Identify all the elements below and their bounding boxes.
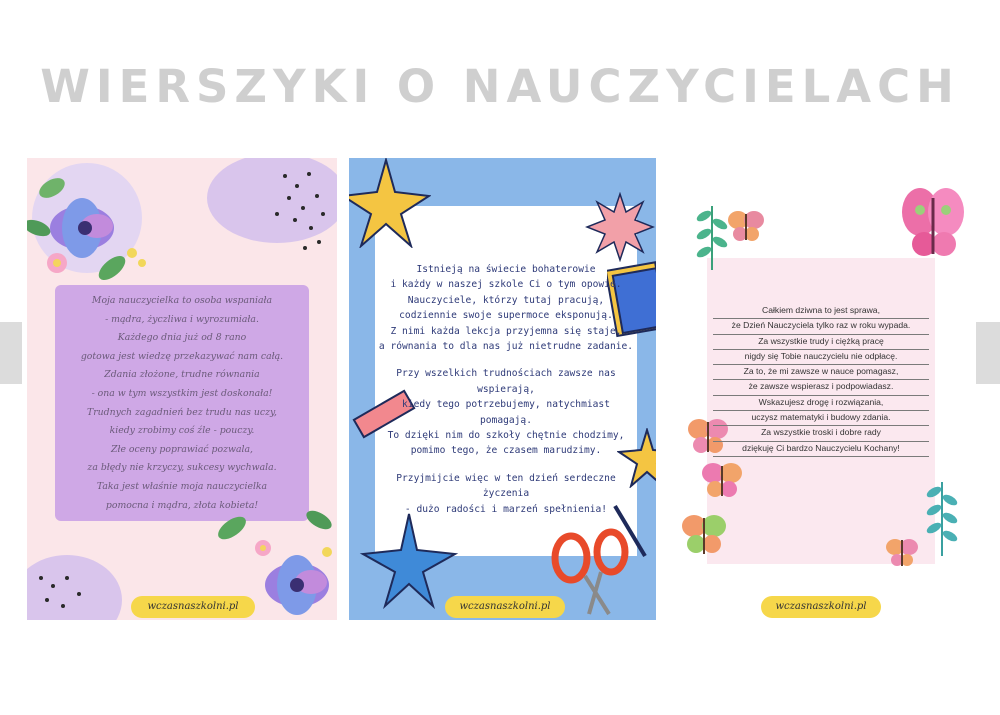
butterfly-icon: [726, 206, 766, 246]
butterfly-icon-right: [884, 534, 920, 570]
background-band-left: [0, 322, 22, 384]
sun-burst-icon: [585, 192, 655, 262]
poem-line: Całkiem dziwna to jest sprawa,: [713, 304, 929, 319]
poem-line: kiedy zrobimy coś źle - pouczy.: [109, 425, 255, 437]
poem-line: kiedy tego potrzebujemy, natychmiast: [402, 399, 610, 411]
poem-line: Przy wszelkich trudnościach zawsze nas: [396, 368, 616, 380]
poem-line: wspierają,: [477, 383, 535, 395]
poem-text: [707, 304, 935, 457]
fern-leaf-icon-right: [922, 478, 962, 558]
butterfly-icon-middle: [700, 458, 744, 502]
poem-line: Taka jest właśnie moja nauczycielka: [96, 480, 268, 492]
poem-line: nigdy się Tobie nauczycielu nie odpłacę.: [713, 350, 929, 365]
poem-line: [375, 354, 637, 366]
poem-line: Wskazujesz drogę i rozwiązania,: [713, 396, 929, 411]
flower-decoration-top: [27, 158, 337, 298]
poem-line: że Dzień Nauczyciela tylko raz w roku wypada.: [713, 319, 929, 334]
poem-line: dziękuję Ci bardzo Nauczycielu Kochany!: [713, 442, 929, 457]
poem-line: To dzięki nim do szkoły chętnie chodzimy,: [387, 430, 625, 442]
poem-card-1[interactable]: [27, 158, 337, 620]
site-badge[interactable]: wczasnaszkolni.pl: [761, 596, 881, 618]
poem-line: a równania to dla nas już nietrudne zadanie.: [378, 341, 634, 353]
poem-line: - mądra, życzliwa i wyrozumiała.: [105, 313, 259, 325]
poem-line: codziennie swoje supermoce eksponują.: [399, 310, 613, 322]
poem-line: Istnieją na świecie bohaterowie: [416, 264, 596, 275]
poem-line: że zawsze wspierasz i podpowiadasz.: [713, 380, 929, 395]
poem-line: Zdania złożone, trudne równania: [104, 369, 260, 381]
poem-line: Za wszystkie trudy i ciężką pracę: [713, 335, 929, 350]
poem-line: pomagają.: [480, 414, 532, 426]
poem-line: [375, 459, 637, 471]
poem-card-3[interactable]: [672, 158, 972, 620]
poem-line: Złe oceny poprawiać pozwala,: [111, 443, 253, 455]
poem-line: i każdy w naszej szkole Ci o tym opowie.: [390, 279, 622, 291]
background-band-right: [976, 322, 1000, 384]
poem-line: Za to, że mi zawsze w nauce pomagasz,: [713, 365, 929, 380]
poem-line: pomocna i mądra, złota kobieta!: [105, 499, 259, 511]
poem-text: [55, 292, 309, 515]
poem-line: Nauczyciele, którzy tutaj pracują,: [407, 294, 605, 306]
poem-line: Każdego dnia już od 8 rano: [117, 332, 247, 344]
poem-line: gotowa jest wiedzę przekazywać nam całą.: [80, 350, 284, 362]
poem-line: - ona w tym wszystkim jest doskonała!: [91, 387, 273, 399]
butterfly-icon-lower: [680, 510, 728, 560]
poem-line: Z nimi każda lekcja przyjemna się staje,: [390, 325, 622, 337]
poem-line: Moja nauczycielka to osoba wspaniała: [91, 295, 273, 306]
poem-line: Za wszystkie troski i dobre rady: [713, 426, 929, 441]
poem-line: za błędy nie krzyczy, sukcesy wychwala.: [87, 462, 277, 474]
star-decoration-bottom: [359, 510, 459, 610]
poem-line: uczysz matematyki i budowy zdania.: [713, 411, 929, 426]
poem-line: Przyjmijcie więc w ten dzień serdeczne: [396, 472, 616, 484]
page-title: WIERSZYKI O NAUCZYCIELACH: [40, 60, 960, 113]
poem-line: - dużo radości i marzeń spełnienia!: [404, 503, 608, 515]
poem-card-2[interactable]: [349, 158, 656, 620]
site-badge[interactable]: wczasnaszkolni.pl: [131, 596, 255, 618]
butterfly-large-icon: [898, 184, 968, 264]
poem-line: życzenia: [482, 488, 530, 500]
poem-line: pomimo tego, że czasem marudzimy.: [410, 445, 602, 457]
site-badge[interactable]: wczasnaszkolni.pl: [445, 596, 565, 618]
poem-line: Trudnych zagadnień bez trudu nas uczy,: [87, 406, 277, 418]
poem-text: [375, 262, 637, 517]
star-decoration-top: [349, 158, 431, 248]
